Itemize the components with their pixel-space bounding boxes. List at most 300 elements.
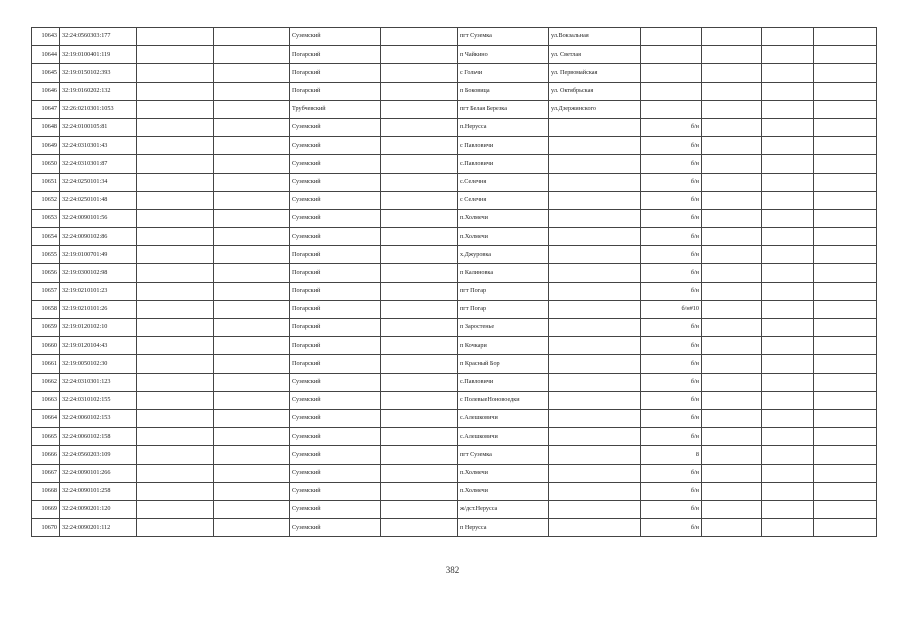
cell-empty xyxy=(214,282,290,300)
cell-district: Суземский xyxy=(290,446,381,464)
cell-house-number: б/н xyxy=(641,373,702,391)
cell-empty xyxy=(137,100,214,118)
cell-empty xyxy=(381,446,458,464)
cell-district: Суземский xyxy=(290,500,381,518)
cell-cadastral-number: 32:19:0150102:393 xyxy=(60,64,137,82)
table-row xyxy=(32,46,877,64)
cell-empty xyxy=(381,173,458,191)
cell-empty xyxy=(762,209,814,227)
cell-empty xyxy=(381,191,458,209)
cell-cadastral-number: 32:24:0310301:123 xyxy=(60,373,137,391)
cell-house-number: б/н xyxy=(641,500,702,518)
cell-empty xyxy=(762,409,814,427)
table-row xyxy=(32,64,877,82)
table-row xyxy=(32,409,877,427)
cell-record-number: 10658 xyxy=(32,300,60,318)
cell-empty xyxy=(814,46,877,64)
cell-empty xyxy=(137,46,214,64)
cell-empty xyxy=(381,228,458,246)
cell-empty xyxy=(814,519,877,537)
cell-record-number: 10661 xyxy=(32,355,60,373)
table-row xyxy=(32,191,877,209)
cell-cadastral-number: 32:24:0060102:153 xyxy=(60,409,137,427)
cell-empty xyxy=(214,100,290,118)
cell-settlement: п.Холмечи xyxy=(458,228,549,246)
cell-empty xyxy=(702,282,762,300)
cell-street xyxy=(549,173,641,191)
cell-empty xyxy=(381,409,458,427)
cell-cadastral-number: 32:19:0100701:49 xyxy=(60,246,137,264)
cell-empty xyxy=(814,409,877,427)
cell-empty xyxy=(762,482,814,500)
cell-empty xyxy=(702,28,762,46)
table-row xyxy=(32,337,877,355)
cell-empty xyxy=(762,246,814,264)
cell-empty xyxy=(702,118,762,136)
cell-empty xyxy=(814,391,877,409)
table-row xyxy=(32,173,877,191)
cell-empty xyxy=(137,355,214,373)
cell-empty xyxy=(702,337,762,355)
table-row xyxy=(32,137,877,155)
cell-empty xyxy=(762,282,814,300)
cell-cadastral-number: 32:24:0560203:109 xyxy=(60,446,137,464)
table-row xyxy=(32,282,877,300)
cell-empty xyxy=(702,191,762,209)
cell-settlement: пгт Белая Березка xyxy=(458,100,549,118)
cell-empty xyxy=(762,82,814,100)
cell-record-number: 10664 xyxy=(32,409,60,427)
cell-empty xyxy=(137,282,214,300)
cell-house-number: б/н xyxy=(641,319,702,337)
cell-record-number: 10667 xyxy=(32,464,60,482)
cell-empty xyxy=(137,409,214,427)
cell-cadastral-number: 32:24:0250101:34 xyxy=(60,173,137,191)
cell-empty xyxy=(814,28,877,46)
cell-empty xyxy=(381,82,458,100)
cell-district: Погарский xyxy=(290,355,381,373)
cell-empty xyxy=(214,228,290,246)
cell-street: ул.Вокзальная xyxy=(549,28,641,46)
cell-house-number xyxy=(641,28,702,46)
cell-house-number: б/н xyxy=(641,155,702,173)
cell-empty xyxy=(814,191,877,209)
cell-record-number: 10669 xyxy=(32,500,60,518)
cell-empty xyxy=(137,337,214,355)
cell-record-number: 10648 xyxy=(32,118,60,136)
cell-empty xyxy=(702,173,762,191)
cell-empty xyxy=(762,155,814,173)
table-row xyxy=(32,355,877,373)
cell-empty xyxy=(137,391,214,409)
cell-empty xyxy=(762,373,814,391)
cell-street xyxy=(549,137,641,155)
table-row xyxy=(32,82,877,100)
cell-district: Суземский xyxy=(290,373,381,391)
cell-record-number: 10662 xyxy=(32,373,60,391)
cell-empty xyxy=(814,373,877,391)
page-number: 382 xyxy=(445,565,460,575)
cell-empty xyxy=(381,373,458,391)
table-row xyxy=(32,519,877,537)
cell-district: Погарский xyxy=(290,319,381,337)
cell-empty xyxy=(214,391,290,409)
cell-cadastral-number: 32:24:0310301:43 xyxy=(60,137,137,155)
cell-district: Суземский xyxy=(290,228,381,246)
cell-record-number: 10651 xyxy=(32,173,60,191)
cell-empty xyxy=(214,64,290,82)
table-row xyxy=(32,391,877,409)
cell-empty xyxy=(702,391,762,409)
cell-empty xyxy=(702,519,762,537)
cell-empty xyxy=(137,500,214,518)
cell-empty xyxy=(381,500,458,518)
cell-empty xyxy=(762,464,814,482)
cell-empty xyxy=(702,228,762,246)
cell-empty xyxy=(702,373,762,391)
cell-empty xyxy=(814,64,877,82)
registry-table-body xyxy=(32,28,877,537)
cell-empty xyxy=(214,209,290,227)
cell-empty xyxy=(381,319,458,337)
cell-record-number: 10657 xyxy=(32,282,60,300)
cell-house-number: б/н xyxy=(641,137,702,155)
cell-district: Погарский xyxy=(290,82,381,100)
cell-district: Суземский xyxy=(290,137,381,155)
cell-settlement: с.Селечня xyxy=(458,173,549,191)
cell-empty xyxy=(702,209,762,227)
cell-empty xyxy=(762,300,814,318)
cell-house-number: б/н xyxy=(641,173,702,191)
cell-cadastral-number: 32:19:0300102:98 xyxy=(60,264,137,282)
cell-house-number: б/н xyxy=(641,337,702,355)
cell-empty xyxy=(762,173,814,191)
cell-house-number: б/н xyxy=(641,519,702,537)
cell-cadastral-number: 32:24:0090201:120 xyxy=(60,500,137,518)
cell-cadastral-number: 32:24:0090102:86 xyxy=(60,228,137,246)
cell-house-number: б/н xyxy=(641,482,702,500)
cell-settlement: п Боковица xyxy=(458,82,549,100)
cell-settlement: пгт Суземка xyxy=(458,446,549,464)
cell-district: Суземский xyxy=(290,118,381,136)
cell-empty xyxy=(702,100,762,118)
cell-record-number: 10654 xyxy=(32,228,60,246)
cell-settlement: п Чайкино xyxy=(458,46,549,64)
cell-record-number: 10647 xyxy=(32,100,60,118)
cell-cadastral-number: 32:19:0210101:26 xyxy=(60,300,137,318)
cell-settlement: с.Павловичи xyxy=(458,373,549,391)
cell-settlement: ж/дст.Нерусса xyxy=(458,500,549,518)
cell-empty xyxy=(762,100,814,118)
table-row xyxy=(32,446,877,464)
cell-empty xyxy=(381,28,458,46)
cell-empty xyxy=(214,409,290,427)
cell-cadastral-number: 32:24:0250101:48 xyxy=(60,191,137,209)
cell-house-number: б/н xyxy=(641,228,702,246)
cell-district: Погарский xyxy=(290,337,381,355)
cell-street xyxy=(549,428,641,446)
cell-house-number: б/н#10 xyxy=(641,300,702,318)
cell-empty xyxy=(702,300,762,318)
cell-settlement: с Павловичи xyxy=(458,137,549,155)
cell-record-number: 10666 xyxy=(32,446,60,464)
cell-empty xyxy=(137,28,214,46)
cell-empty xyxy=(214,173,290,191)
cell-empty xyxy=(762,391,814,409)
cell-empty xyxy=(137,82,214,100)
cell-house-number xyxy=(641,46,702,64)
cell-empty xyxy=(762,118,814,136)
cell-empty xyxy=(814,300,877,318)
cell-cadastral-number: 32:19:0050102:30 xyxy=(60,355,137,373)
cell-house-number: б/н xyxy=(641,391,702,409)
cell-settlement: п Красный Бор xyxy=(458,355,549,373)
table-row xyxy=(32,373,877,391)
cell-cadastral-number: 32:24:0100105:81 xyxy=(60,118,137,136)
cell-empty xyxy=(214,428,290,446)
cell-settlement: п.Холмечи xyxy=(458,482,549,500)
cell-street xyxy=(549,191,641,209)
cell-cadastral-number: 32:19:0120102:10 xyxy=(60,319,137,337)
cell-empty xyxy=(814,209,877,227)
cell-empty xyxy=(762,428,814,446)
cell-street xyxy=(549,264,641,282)
cell-record-number: 10655 xyxy=(32,246,60,264)
cell-record-number: 10644 xyxy=(32,46,60,64)
cell-empty xyxy=(214,519,290,537)
cell-empty xyxy=(381,46,458,64)
cell-street xyxy=(549,482,641,500)
cell-house-number: б/н xyxy=(641,209,702,227)
cell-empty xyxy=(137,246,214,264)
cell-house-number: б/н xyxy=(641,118,702,136)
cell-street xyxy=(549,409,641,427)
cell-house-number: б/н xyxy=(641,191,702,209)
cell-street xyxy=(549,118,641,136)
cell-house-number: б/н xyxy=(641,428,702,446)
cell-empty xyxy=(762,337,814,355)
cell-empty xyxy=(814,482,877,500)
cell-empty xyxy=(814,246,877,264)
cell-settlement: с Гольчи xyxy=(458,64,549,82)
cell-record-number: 10650 xyxy=(32,155,60,173)
cell-empty xyxy=(214,500,290,518)
cell-cadastral-number: 32:19:0160202:132 xyxy=(60,82,137,100)
cell-empty xyxy=(214,118,290,136)
cell-empty xyxy=(702,64,762,82)
cell-settlement: п.Холмечи xyxy=(458,464,549,482)
cell-empty xyxy=(214,155,290,173)
cell-empty xyxy=(214,446,290,464)
cell-empty xyxy=(214,137,290,155)
cell-empty xyxy=(214,300,290,318)
cell-cadastral-number: 32:24:0090101:56 xyxy=(60,209,137,227)
cell-empty xyxy=(137,373,214,391)
cell-empty xyxy=(814,118,877,136)
cell-house-number xyxy=(641,64,702,82)
cell-street: ул. Светлая xyxy=(549,46,641,64)
cell-street xyxy=(549,464,641,482)
cell-house-number: б/н xyxy=(641,264,702,282)
cell-empty xyxy=(762,319,814,337)
cell-empty xyxy=(762,519,814,537)
cell-empty xyxy=(702,319,762,337)
cell-empty xyxy=(381,100,458,118)
cell-empty xyxy=(381,118,458,136)
cell-empty xyxy=(381,337,458,355)
cell-street xyxy=(549,209,641,227)
cell-empty xyxy=(762,264,814,282)
cell-record-number: 10653 xyxy=(32,209,60,227)
cell-district: Погарский xyxy=(290,264,381,282)
cell-record-number: 10670 xyxy=(32,519,60,537)
cell-empty xyxy=(762,355,814,373)
cell-empty xyxy=(214,464,290,482)
cell-settlement: п Калиновка xyxy=(458,264,549,282)
cell-empty xyxy=(381,282,458,300)
cell-empty xyxy=(702,355,762,373)
registry-table xyxy=(31,27,877,537)
cell-empty xyxy=(137,191,214,209)
cell-empty xyxy=(381,428,458,446)
cell-empty xyxy=(214,373,290,391)
cell-cadastral-number: 32:24:0090201:112 xyxy=(60,519,137,537)
cell-house-number xyxy=(641,82,702,100)
cell-empty xyxy=(702,46,762,64)
table-row xyxy=(32,319,877,337)
cell-district: Суземский xyxy=(290,191,381,209)
cell-record-number: 10665 xyxy=(32,428,60,446)
cell-district: Суземский xyxy=(290,209,381,227)
cell-empty xyxy=(381,209,458,227)
cell-empty xyxy=(702,246,762,264)
cell-cadastral-number: 32:24:0090101:266 xyxy=(60,464,137,482)
cell-settlement: с ПолевыеНоновоедки xyxy=(458,391,549,409)
cell-district: Суземский xyxy=(290,482,381,500)
cell-empty xyxy=(214,337,290,355)
cell-district: Погарский xyxy=(290,246,381,264)
cell-settlement: п Кочкари xyxy=(458,337,549,355)
cell-empty xyxy=(137,155,214,173)
cell-house-number: б/н xyxy=(641,464,702,482)
cell-empty xyxy=(381,264,458,282)
cell-empty xyxy=(137,173,214,191)
cell-empty xyxy=(702,446,762,464)
cell-empty xyxy=(814,155,877,173)
cell-empty xyxy=(814,428,877,446)
table-row xyxy=(32,464,877,482)
cell-settlement: пгт Суземка xyxy=(458,28,549,46)
cell-empty xyxy=(702,482,762,500)
cell-house-number: 8 xyxy=(641,446,702,464)
table-row xyxy=(32,300,877,318)
cell-district: Погарский xyxy=(290,64,381,82)
cell-street xyxy=(549,319,641,337)
table-row xyxy=(32,264,877,282)
cell-empty xyxy=(137,209,214,227)
cell-empty xyxy=(762,64,814,82)
cell-record-number: 10643 xyxy=(32,28,60,46)
cell-empty xyxy=(702,155,762,173)
cell-empty xyxy=(814,228,877,246)
cell-district: Погарский xyxy=(290,46,381,64)
cell-house-number: б/н xyxy=(641,355,702,373)
cell-empty xyxy=(702,409,762,427)
cell-empty xyxy=(762,191,814,209)
table-row xyxy=(32,428,877,446)
cell-house-number xyxy=(641,100,702,118)
cell-empty xyxy=(214,246,290,264)
cell-settlement: п.Холмечи xyxy=(458,209,549,227)
cell-record-number: 10649 xyxy=(32,137,60,155)
cell-street xyxy=(549,228,641,246)
cell-empty xyxy=(137,264,214,282)
cell-empty xyxy=(814,319,877,337)
cell-house-number: б/н xyxy=(641,282,702,300)
cell-empty xyxy=(702,82,762,100)
cell-record-number: 10663 xyxy=(32,391,60,409)
cell-record-number: 10660 xyxy=(32,337,60,355)
cell-empty xyxy=(137,300,214,318)
cell-street xyxy=(549,391,641,409)
cell-empty xyxy=(214,319,290,337)
cell-empty xyxy=(814,100,877,118)
table-row xyxy=(32,28,877,46)
cell-district: Суземский xyxy=(290,464,381,482)
cell-district: Погарский xyxy=(290,300,381,318)
table-row xyxy=(32,118,877,136)
cell-empty xyxy=(381,391,458,409)
table-row xyxy=(32,500,877,518)
cell-cadastral-number: 32:26:0210301:1053 xyxy=(60,100,137,118)
table-row xyxy=(32,100,877,118)
cell-empty xyxy=(702,264,762,282)
cell-empty xyxy=(762,46,814,64)
cell-district: Суземский xyxy=(290,173,381,191)
cell-street: ул.Дзержинского xyxy=(549,100,641,118)
cell-settlement: п Нерусса xyxy=(458,519,549,537)
cell-street xyxy=(549,300,641,318)
cell-empty xyxy=(814,137,877,155)
cell-empty xyxy=(762,228,814,246)
cell-district: Суземский xyxy=(290,409,381,427)
cell-empty xyxy=(381,482,458,500)
cell-cadastral-number: 32:19:0100401:119 xyxy=(60,46,137,64)
cell-settlement: с.Алешковичи xyxy=(458,409,549,427)
cell-street xyxy=(549,446,641,464)
cell-house-number: б/н xyxy=(641,246,702,264)
cell-district: Суземский xyxy=(290,155,381,173)
cell-empty xyxy=(814,82,877,100)
cell-settlement: п Заростенье xyxy=(458,319,549,337)
cell-settlement: пгт Погар xyxy=(458,300,549,318)
cell-empty xyxy=(214,355,290,373)
cell-record-number: 10668 xyxy=(32,482,60,500)
cell-street xyxy=(549,155,641,173)
cell-cadastral-number: 32:24:0310102:155 xyxy=(60,391,137,409)
cell-house-number: б/н xyxy=(641,409,702,427)
cell-district: Суземский xyxy=(290,391,381,409)
cell-empty xyxy=(381,519,458,537)
cell-street xyxy=(549,519,641,537)
cell-empty xyxy=(702,500,762,518)
cell-empty xyxy=(137,228,214,246)
cell-empty xyxy=(762,446,814,464)
cell-cadastral-number: 32:24:0090101:258 xyxy=(60,482,137,500)
cell-street xyxy=(549,500,641,518)
cell-street xyxy=(549,282,641,300)
cell-empty xyxy=(702,428,762,446)
